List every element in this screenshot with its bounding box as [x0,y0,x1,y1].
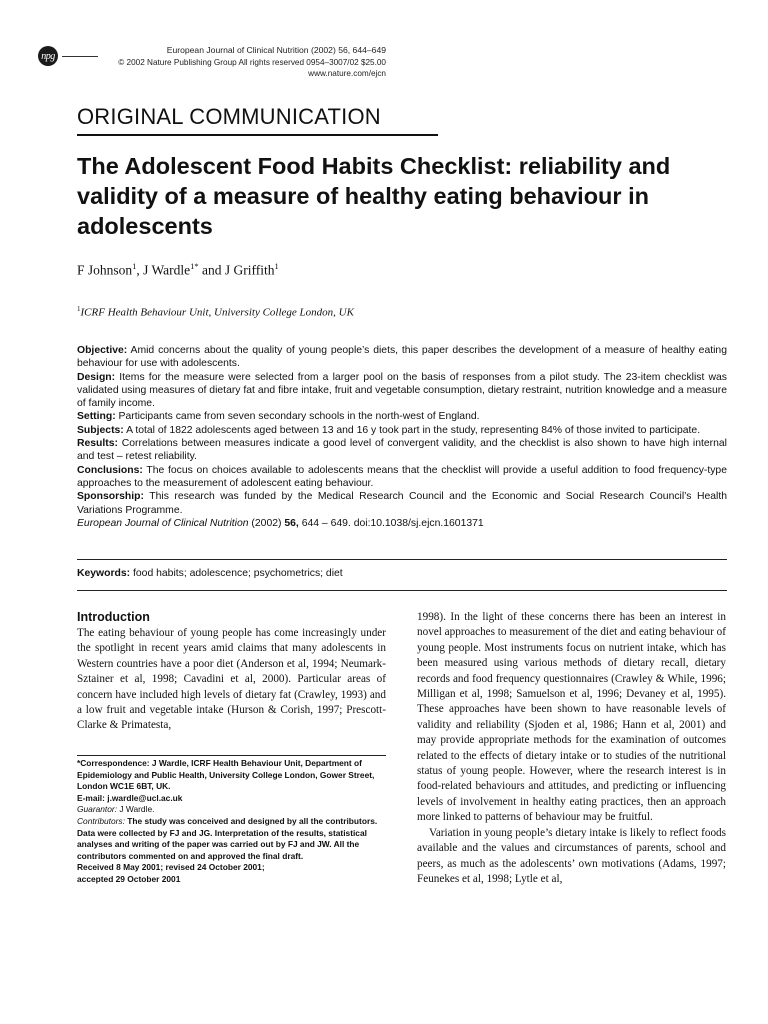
author-name: F Johnson [77,262,133,278]
affiliation-text: ICRF Health Behaviour Unit, University College London, UK [80,306,354,319]
journal-header [6,45,386,80]
section-label: ORIGINAL COMMUNICATION [77,104,381,129]
abstract-subjects-label: Subjects: [77,424,124,436]
journal-url[interactable]: www.nature.com/ejcn [308,69,386,78]
affiliation [77,305,354,319]
received-date: Received 8 May 2001; revised 24 October 2001; [77,862,265,873]
body-paragraph: Variation in young people’s dietary intake is likely to reflect foods available and the values and circumstances of parents, school and peers, as much as the adolescents’ own motivations (Adams, 1997; Feunekes et al, 1998; Lytle et al, [417,826,726,885]
author-name: and J Griffith [198,262,275,278]
copyright-line: © 2002 Nature Publishing Group All rights reserved 0954–3007/02 $25.00 [118,57,386,67]
footnote-rule [77,755,386,756]
citation-journal: European Journal of Clinical Nutrition [77,517,249,529]
abstract-objective-text: Amid concerns about the quality of young people’s diets, this paper describes the development of a measure of healthy eating behaviour for use with adolescents. [77,345,727,370]
guarantor-label: Guarantor: [77,804,118,815]
abstract-rule [77,559,727,560]
abstract-setting [77,410,727,423]
left-column [77,610,386,734]
author-affiliation-mark: 1 [274,261,279,271]
citation-volume: 56, [284,517,299,529]
keywords [77,568,343,579]
corresponding-author-mark: * [194,261,199,271]
abstract-results-text: Correlations between measures indicate a good level of convergent validity, and the checklist is also shown to have high internal and test – retest reliability. [77,438,727,463]
keywords-label: Keywords: [77,568,131,579]
citation-pages-doi[interactable]: 644 – 649. doi:10.1038/sj.ejcn.1601371 [298,517,484,529]
keywords-rule [77,590,727,591]
guarantor-text: J Wardle. [117,804,155,815]
abstract-subjects-text: A total of 1822 adolescents aged between 13 and 16 y took part in the study, representing 84% of those invited to participate. [123,424,701,436]
section-rule [77,134,438,136]
contributors-text: The study was conceived and designed by all the contributors. Data were collected by FJ and JG. Interpretation of the results, statistical analyses and writing of the paper was carried out by FJ and JW. All the contributors commented on and approved the final draft. [77,815,378,861]
body-paragraph: 1998). In the light of these concerns there has been an interest in novel approaches to measurement of the diet and eating behaviour of young people. Most instruments focus on nutrient intake, which has been measured using various methods of dietary recall, dietary records and food frequency questionnaires (Crawley & While, 1996; Milligan et al, 1998; Samuelson et al, 1996; Devaney et al, 1995). These approaches have been shown to have reasonable levels of validity and reliability (Sjoden et al, 1986; Hann et al, 2001) and may provide appropriate methods for the examination of outcomes related to the effects of dietary intake or to studies of the nutritional status of young people. However, where the research interest is in food-related behaviours and attitudes, and predicting or influencing levels of involvement in healthy eating practices, then an approach more linked to patterns of behaviour may be fruitful. [417,611,726,824]
article-title: The Adolescent Food Habits Checklist: reliability and validity of a measure of healthy eating behaviour in adolescents [77,153,671,239]
contributors-label: Contributors: [77,815,125,826]
right-column [417,610,726,887]
body-paragraph: The eating behaviour of young people has come increasingly under the spotlight in recent years amid claims that many adolescents in Western countries have a poor diet (Anderson et al, 1994; Neumark-Sztainer et al, 1998; Cavadini et al, 2000). Particular areas of concern have included high levels of dietary fat (Crawley, 1993) and a low fruit and vegetable intake (Hurson & Corish, 1997; Prescott-Clarke & Primatesta, [77,627,386,732]
abstract-conclusions-label: Conclusions: [77,464,143,476]
abstract-subjects [77,424,727,437]
abstract-citation [77,517,727,530]
logo-text: npg [41,50,55,62]
abstract-design-label: Design: [77,371,116,383]
correspondence-footnote [77,758,386,886]
abstract-sponsorship-label: Sponsorship: [77,491,144,503]
contributors [77,816,386,862]
abstract-objective-label: Objective: [77,345,128,356]
author-list [77,261,279,279]
citation-year: (2002) [248,517,285,529]
abstract-conclusions-text: The focus on choices available to adolescents means that the checklist will provide a useful addition to food frequency-type approaches to the measurement of adolescent eating behaviour. [77,464,727,489]
abstract-design-text: Items for the measure were selected from a larger pool on the basis of responses from a pilot study. The 23-item checklist was validated using measures of dietary fat and fibre intake, fruit and vegetable consumption, dietary restraint, nutrition knowledge and a measure of family income. [77,371,727,410]
correspondence-address: *Correspondence: J Wardle, ICRF Health Behaviour Unit, Department of Epidemiology and Public Health, University College London, Gower Street, London WC1E 6BT, UK. [77,758,375,792]
correspondence-email[interactable]: E-mail: j.wardle@ucl.ac.uk [77,792,183,803]
abstract-setting-label: Setting: [77,411,116,423]
journal-citation-line: European Journal of Clinical Nutrition (2002) 56, 644–649 [166,45,386,55]
guarantor [77,804,386,816]
author-name: , J Wardle [136,262,191,278]
author-affiliation-mark: 1 [132,261,137,271]
abstract-sponsorship [77,490,727,517]
abstract-conclusions [77,464,727,491]
abstract-results-label: Results: [77,438,118,450]
abstract-objective [77,344,727,371]
affiliation-mark: 1 [77,305,81,313]
introduction-heading: Introduction [77,610,150,624]
abstract-setting-text: Participants came from seven secondary schools in the north-west of England. [115,411,480,423]
abstract [77,344,727,530]
author-affiliation-mark: 1* [190,261,199,271]
abstract-results [77,437,727,464]
accepted-date: accepted 29 October 2001 [77,873,181,884]
abstract-sponsorship-text: This research was funded by the Medical Research Council and the Economic and Social Research Council’s Health Variations Programme. [77,491,727,516]
abstract-design [77,371,727,411]
keywords-text: food habits; adolescence; psychometrics; diet [130,568,343,579]
